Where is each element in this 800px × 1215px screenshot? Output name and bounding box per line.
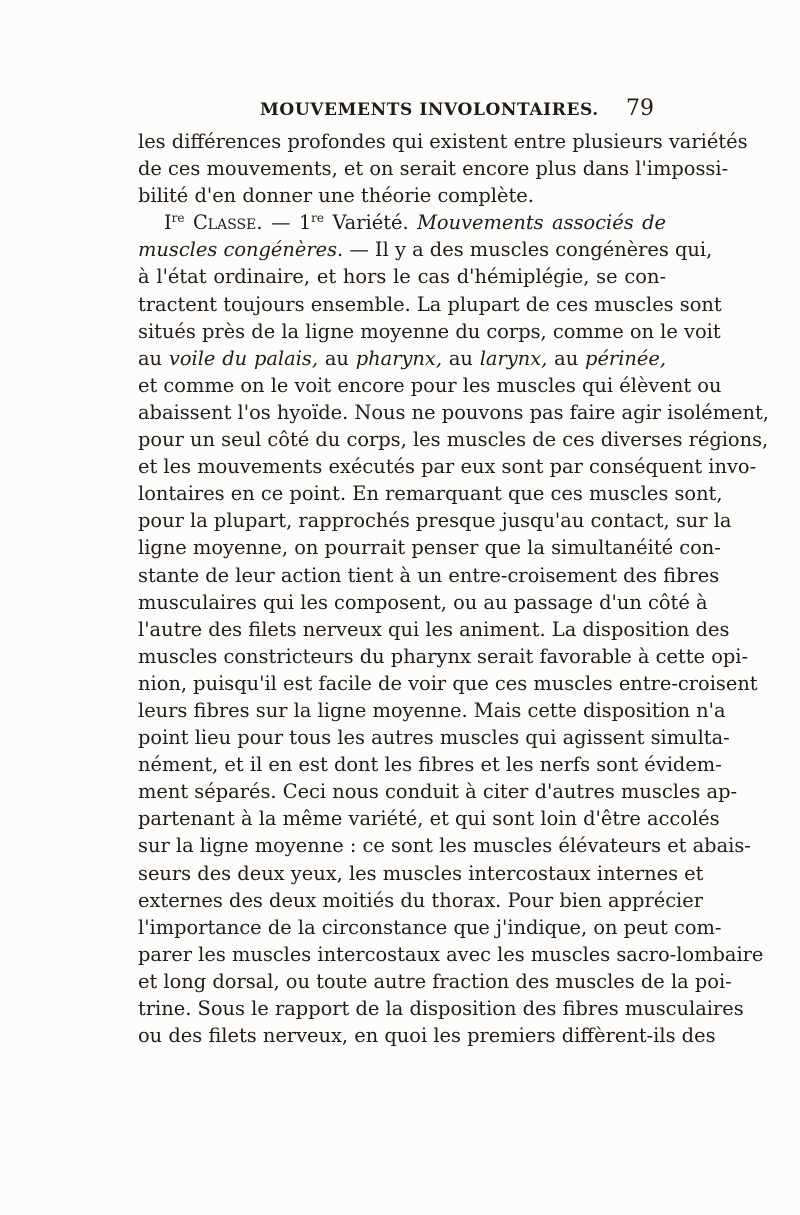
text-line: sur la ligne moyenne : ce sont les muscles élévateurs et abais-: [138, 834, 751, 858]
text-line: [138, 236, 713, 263]
text-line: ou des filets nerveux, en quoi les premiers diffèrent-ils des: [138, 1024, 716, 1048]
text-line: à l'état ordinaire, et hors le cas d'hémiplégie, se con-: [138, 265, 666, 289]
text-line: seurs des deux yeux, les muscles intercostaux internes et: [138, 861, 704, 885]
text-line: l'importance de la circonstance que j'indique, on peut com-: [138, 915, 722, 939]
ordinal-marker: I: [164, 211, 172, 235]
page-number: 79: [626, 96, 654, 121]
variety-ordinal-suffix: re: [311, 211, 325, 226]
text-line: trine. Sous le rapport de la disposition des fibres musculaires: [138, 997, 744, 1020]
text-line: bilité d'en donner une théorie complète.: [138, 184, 534, 208]
italic-term: pharynx,: [355, 346, 443, 370]
section-heading-line: Ire Classe. — 1re Variété. Mouvements associés de: [164, 211, 667, 235]
text-line: externes des deux moitiés du thorax. Pour bien apprécier: [138, 888, 703, 912]
text-line: leurs fibres sur la ligne moyenne. Mais cette disposition n'a: [138, 698, 726, 722]
text-line: et comme on le voit encore pour les muscles qui élèvent ou: [138, 373, 722, 397]
class-label: Classe.: [192, 211, 263, 235]
variety-title-end: muscles congénères.: [138, 238, 344, 262]
body-text: [138, 128, 769, 1049]
text-line: abaissent l'os hyoïde. Nous ne pouvons pas faire agir isolément,: [138, 400, 769, 424]
text-line: nément, et il en est dont les fibres et les nerfs sont évidem-: [138, 753, 722, 777]
text-line: point lieu pour tous les autres muscles qui agissent simulta-: [138, 726, 730, 750]
ordinal-suffix: re: [171, 211, 185, 226]
text-run: au: [442, 346, 480, 370]
text-line: [138, 345, 666, 372]
variety-label: Variété.: [324, 211, 409, 235]
text-line: et long dorsal, ou toute autre fraction des muscles de la poi-: [138, 969, 732, 993]
text-line: nion, puisqu'il est facile de voir que ces muscles entre-croisent: [138, 671, 758, 695]
italic-term: périnée,: [585, 346, 666, 370]
text-line: pour la plupart, rapprochés presque jusqu'au contact, sur la: [138, 509, 732, 533]
text-line: stante de leur action tient à un entre-croisement des fibres: [138, 563, 720, 587]
text-line: ment séparés. Ceci nous conduit à citer d'autres muscles ap-: [138, 780, 738, 804]
text-line: situés près de la ligne moyenne du corps, comme on le voit: [138, 319, 721, 343]
italic-term: larynx,: [479, 346, 548, 370]
text-line: parer les muscles intercostaux avec les muscles sacro-lombaire: [138, 942, 764, 966]
running-head: [138, 96, 660, 126]
text-line: lontaires en ce point. En remarquant que ces muscles sont,: [138, 482, 723, 506]
text-line: de ces mouvements, et on serait encore plus dans l'impossi-: [138, 157, 729, 181]
running-title: MOUVEMENTS INVOLONTAIRES.: [260, 100, 599, 120]
text-run: au: [318, 346, 356, 370]
text-run: au: [138, 346, 169, 370]
text-run: — Il y a des muscles congénères qui,: [343, 238, 713, 262]
text-line: tractent toujours ensemble. La plupart de ces muscles sont: [138, 292, 722, 316]
text-line: muscles constricteurs du pharynx serait favorable à cette opi-: [138, 644, 749, 668]
variety-title: Mouvements associés de: [408, 211, 667, 235]
text-line: l'autre des filets nerveux qui les animent. La disposition des: [138, 617, 730, 641]
text-line: ligne moyenne, on pourrait penser que la simultanéité con-: [138, 536, 721, 560]
italic-term: voile du palais,: [168, 346, 319, 370]
text-line: partenant à la même variété, et qui sont loin d'être accolés: [138, 807, 720, 831]
text-line: et les mouvements exécutés par eux sont par conséquent invo-: [138, 455, 757, 479]
text-run: au: [547, 346, 586, 370]
text-line: musculaires qui les composent, ou au passage d'un côté à: [138, 590, 708, 614]
text-line: les différences profondes qui existent entre plusieurs variétés: [138, 130, 748, 153]
heading-dash: —: [262, 211, 299, 235]
text-line: pour un seul côté du corps, les muscles de ces diverses régions,: [138, 428, 769, 452]
